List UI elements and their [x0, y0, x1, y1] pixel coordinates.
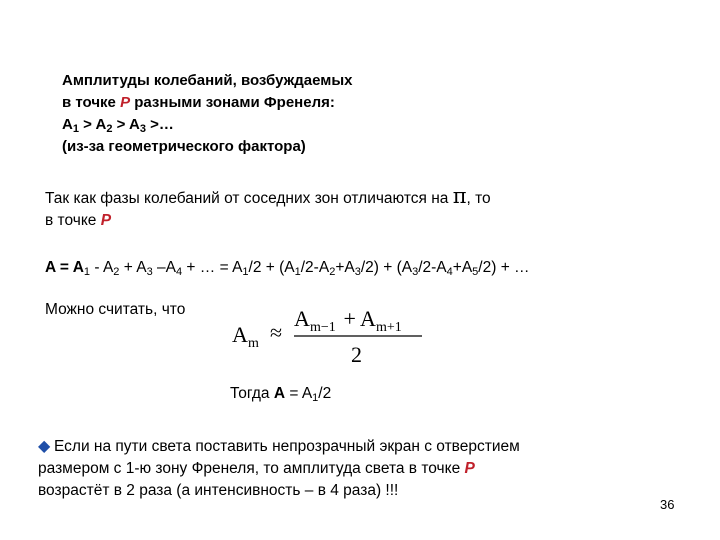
phase-part2: , то [466, 190, 491, 207]
eq-t8: +A [335, 259, 355, 276]
phase-line-2-prefix: в точке [45, 212, 101, 229]
intro-inequality [62, 114, 353, 136]
ineq-sub-2: 2 [106, 123, 113, 135]
intro-line-2-prefix: в точке [62, 94, 121, 111]
eq-t1: A = A [45, 259, 84, 276]
eq-s6: 1 [294, 266, 301, 278]
point-P-label: P [464, 460, 475, 477]
eq-s5: 1 [242, 266, 249, 278]
ineq-a: A [62, 116, 73, 133]
formula-lhs-sub: m [248, 336, 259, 351]
intro-line-2 [62, 92, 353, 114]
formula-num-b-sub: m+1 [376, 320, 402, 335]
conclusion-block [38, 436, 520, 502]
formula-plus: + [338, 306, 362, 331]
eq-s8: 3 [354, 266, 361, 278]
point-P-label: P [120, 94, 131, 111]
then-t2: = A [285, 385, 313, 402]
conclusion-line-2-prefix: размером с 1-ю зону Френеля, то амплитуда света в точке [38, 460, 465, 477]
ineq-g2: > A [112, 116, 140, 133]
intro-line-1: Амплитуды колебаний, возбуждаемых [62, 72, 353, 89]
then-t3: /2 [318, 385, 332, 402]
conclusion-line-1-text: Если на пути света поставить непрозрачный экран с отверстием [54, 438, 520, 455]
eq-t4: –A [152, 259, 176, 276]
eq-s9: 3 [412, 266, 419, 278]
phase-part1: Так как фазы колебаний от соседних зон отличаются на [45, 190, 453, 207]
phase-paragraph [45, 184, 491, 232]
can-consider-text: Можно считать, что [45, 301, 186, 318]
eq-t11: +A [452, 259, 473, 276]
intro-block [62, 70, 353, 158]
eq-s7: 2 [329, 266, 336, 278]
eq-t9: /2) + (A [360, 259, 413, 276]
eq-s2: 2 [113, 266, 120, 278]
eq-t6: /2 + (A [248, 259, 295, 276]
eq-s1: 1 [83, 266, 91, 278]
eq-t10: /2-A [418, 259, 447, 276]
conclusion-line-2 [38, 458, 520, 480]
amplitude-approximation-formula [226, 300, 436, 372]
eq-s4: 4 [175, 266, 183, 278]
eq-t3: + A [119, 259, 147, 276]
eq-s10: 4 [446, 266, 453, 278]
then-t1: Тогда [230, 385, 274, 402]
phase-line-2 [45, 210, 491, 232]
eq-t2: - A [90, 259, 114, 276]
page-number: 36 [660, 497, 675, 512]
eq-s11: 5 [472, 266, 479, 278]
diamond-bullet-icon: ◆ [38, 438, 51, 455]
formula-denominator: 2 [351, 342, 362, 367]
then-s1: 1 [312, 392, 319, 404]
eq-s3: 3 [146, 266, 153, 278]
formula-approx: ≈ [270, 320, 283, 345]
intro-line-2-suffix: разными зонами Френеля: [130, 94, 335, 111]
then-statement [230, 385, 331, 403]
eq-t12: /2) + … [478, 259, 530, 276]
ineq-tail: >… [145, 116, 174, 133]
ineq-sub-3: 3 [139, 123, 146, 135]
ineq-sub-1: 1 [72, 123, 79, 135]
phase-line-1 [45, 184, 491, 210]
then-A: A [273, 385, 286, 402]
conclusion-line-1 [38, 436, 520, 458]
intro-line-4: (из-за геометрического фактора) [62, 138, 306, 155]
eq-t5: + … = A [182, 259, 243, 276]
conclusion-line-3: возрастёт в 2 раза (а интенсивность – в 4 раза) !!! [38, 482, 399, 499]
ineq-g1: > A [78, 116, 107, 133]
pi-symbol: π [452, 184, 467, 208]
formula-num-b: A [360, 306, 376, 331]
formula-num-a: A [294, 306, 310, 331]
formula-lhs: A [232, 322, 248, 347]
formula-num-a-sub: m−1 [310, 320, 336, 335]
eq-t7: /2-A [300, 259, 330, 276]
point-P-label: P [100, 212, 112, 229]
amplitude-sum-equation [45, 259, 530, 277]
